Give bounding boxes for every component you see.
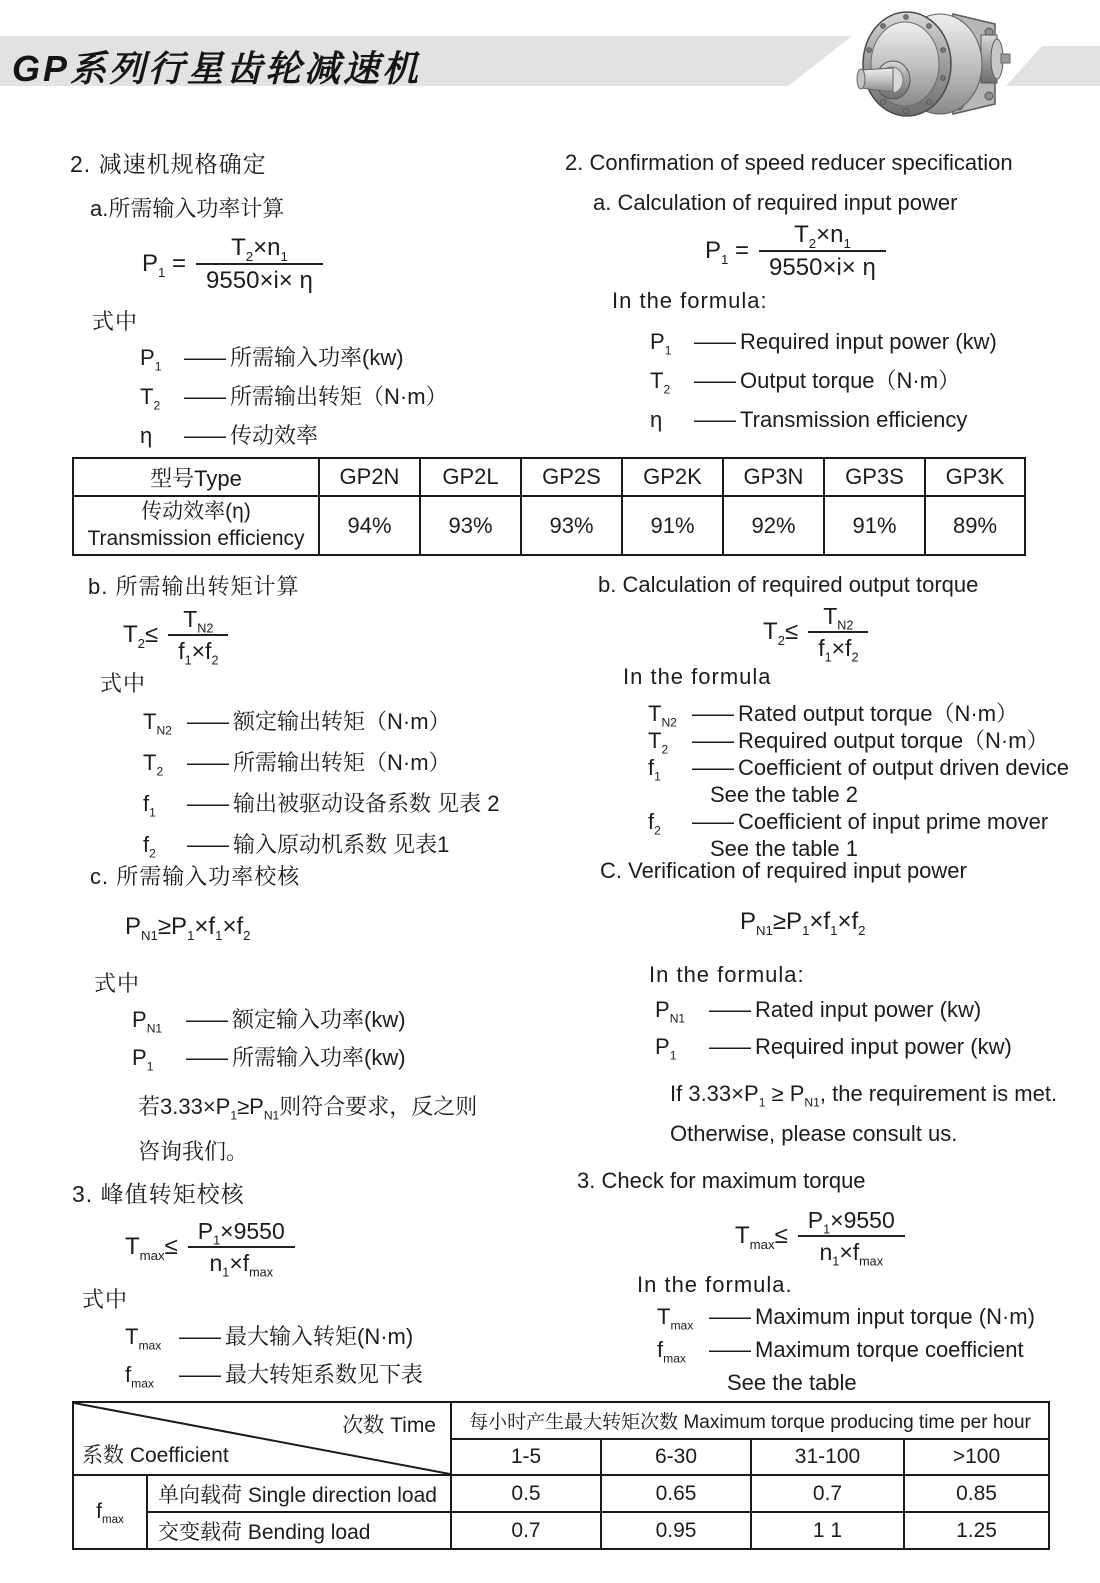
formula-label: 式中 [82,1287,129,1313]
table-header-cell: GP2K [622,458,723,496]
section-heading: 2. 减速机规格确定 [70,151,267,177]
definitions [132,1007,560,1074]
formula-lhs: $P_1$ = [705,237,750,267]
definition-dash: —— [187,832,227,858]
sub-heading: a. Calculation of required input power [593,190,958,215]
note-line: If $3.33\times P_1 \ge P_{N1}$, the requirement is met. [670,1081,1058,1110]
formula-fraction [808,603,868,665]
row-label-cn: 传动效率(η) [141,500,251,524]
note-line: 若$3.33\times P_1\ge P_{N1}$则符合要求，反之则 [138,1094,478,1123]
see-table-note: See the table [727,1370,857,1396]
section-cn-power-check [90,860,560,1166]
formula-fraction [168,606,228,668]
table-row [73,496,1025,555]
formula-numerator: $T_2\times n_1$ [231,234,288,264]
definition-dash: —— [187,791,227,817]
definition-desc: Required output torque（N·m） [738,728,1049,754]
definition-symbol: $P_1$ [140,345,162,374]
definition-dash: —— [186,1045,226,1070]
table-cell: 91% [622,496,723,555]
definition-desc: Maximum torque coefficient [755,1337,1024,1363]
efficiency-table [72,457,1026,556]
table-header-cell: 6-30 [601,1439,751,1475]
definition-desc: Maximum input torque (N·m) [755,1304,1035,1330]
definition-row [143,709,558,738]
definition-desc: 输入原动机系数 见表1 [233,832,450,858]
span-header-cell: 每小时产生最大转矩次数 Maximum torque producing time per hour [451,1402,1049,1439]
section-en-peak-torque [577,1168,1077,1395]
formula-label: In the formula. [637,1272,793,1298]
definition-dash: —— [692,755,732,781]
definition-dash: —— [692,701,732,727]
definition-symbol: $f_1$ [143,791,156,820]
corner-label-coefficient: 系数 Coefficient [82,1444,229,1467]
definition-dash: —— [184,423,224,449]
formula-lhs: $P_1$ = [142,250,187,280]
formula-fraction [196,235,323,293]
table-header-cell: GP2S [521,458,622,496]
torque-coefficient-table [72,1401,1050,1550]
formula-lhs: $T_{max}\le$ [735,1222,788,1252]
definition-dash: —— [179,1362,219,1388]
definition-symbol: $P_1$ [650,329,672,358]
formula-numerator: $P_1\times 9550$ [807,1207,895,1237]
note-line: Otherwise, please consult us. [670,1121,958,1146]
table-header-cell: GP2N [319,458,420,496]
definition-desc: Rated output torque（N·m） [738,701,1019,727]
section-heading: 3. Check for maximum torque [577,1168,866,1193]
definition-row [143,791,558,820]
definition-row [650,368,1085,397]
definition-symbol: $T_2$ [143,750,164,779]
formula-denominator: 9550×i× η [196,263,323,293]
row-label-cell [73,496,319,555]
formula-fraction [188,1218,295,1280]
definitions [125,1324,542,1391]
formula-output-torque [123,606,558,668]
definition-dash: —— [694,368,734,394]
definition-desc: 额定输入功率(kw) [232,1007,406,1032]
definition-row [648,727,1088,757]
definition-row [140,345,550,374]
definition-desc: 传动效率 [230,423,319,449]
definition-dash: —— [186,1007,226,1032]
definition-desc: Required input power (kw) [740,329,997,355]
definition-desc: Coefficient of input prime mover [738,809,1049,835]
table-header-row [73,458,1025,496]
formula-power-check: $P_{N1}\ge P_1\times f_1\times f_2$ [125,913,251,943]
section-heading: C. Verification of required input power [600,858,967,883]
formula-numerator: $T_{N2}$ [183,606,214,636]
definition-symbol: $T_2$ [140,384,161,413]
definitions [657,1304,1077,1395]
definition-row [655,997,1090,1026]
formula-lhs: $T_2\le$ [763,618,799,648]
corner-cell [73,1402,451,1475]
section-heading: b. Calculation of required output torque [598,572,979,597]
definition-symbol: $f_{max}$ [125,1362,154,1391]
definition-symbol: $T_{N2}$ [143,709,172,738]
row-label-cell: 交变载荷 Bending load [147,1512,451,1549]
formula-fraction [798,1207,905,1269]
definition-row [657,1337,1077,1366]
formula-numerator: $T_{N2}$ [823,603,854,633]
definition-row [648,808,1088,838]
definition-dash: —— [694,407,734,433]
definition-dash: —— [709,1304,749,1330]
definition-dash: —— [692,809,732,835]
gear-reducer-image [855,2,1015,127]
definition-row [655,1034,1090,1063]
formula-label: 式中 [100,671,147,697]
definition-symbol: $T_2$ [648,728,669,757]
table-cell: 92% [723,496,824,555]
definition-dash: —— [179,1324,219,1350]
page-title: GP系列行星齿轮减速机 [12,48,422,89]
section-en-spec [565,150,1085,432]
definition-desc: 输出被驱动设备系数 见表 2 [233,791,500,817]
definition-dash: —— [694,329,734,355]
table-cell: 93% [521,496,622,555]
definition-desc: Coefficient of output driven device [738,755,1070,781]
definition-symbol: $T_{max}$ [125,1324,162,1353]
header-banner-right [1006,46,1100,86]
definition-row [143,750,558,779]
definition-desc: 最大输入转矩(N·m) [225,1324,414,1350]
definition-desc: Transmission efficiency [740,407,968,433]
definition-dash: —— [187,709,227,735]
formula-label: In the formula: [649,962,805,987]
definition-desc: 所需输出转矩（N·m） [233,750,451,776]
definition-row [650,329,1085,358]
formula-power-check: $P_{N1}\ge P_1\times f_1\times f_2$ [740,908,866,938]
definition-row [140,424,550,448]
definition-symbol: $P_{N1}$ [132,1007,163,1036]
formula-denominator: $n_1\times f_{max}$ [188,1246,295,1275]
definition-row [140,384,550,413]
definitions [648,700,1088,862]
table-cell: 89% [925,496,1025,555]
definition-symbol: $P_1$ [655,1034,677,1063]
definition-symbol: $T_{N2}$ [648,701,677,730]
definition-row [657,1304,1077,1333]
formula-label: In the formula: [612,288,768,314]
definitions [140,346,550,448]
table-header-cell: 31-100 [751,1439,904,1475]
definition-row [125,1324,542,1353]
definition-symbol: $f_2$ [648,809,661,838]
table-row [73,1512,1049,1549]
table-header-cell: GP3S [824,458,925,496]
table-cell: 0.7 [751,1475,904,1512]
definition-row [650,408,1085,432]
definition-desc: 所需输出转矩（N·m） [230,384,448,410]
formula-input-power [705,222,1085,280]
sub-heading: a.所需输入功率计算 [90,196,285,221]
formula-label: In the formula [623,664,772,690]
table-cell: 0.5 [451,1475,601,1512]
formula-denominator: $f_1\times f_2$ [808,631,868,660]
definition-symbol: η [650,407,663,433]
definition-desc: 额定输出转矩（N·m） [233,709,451,735]
table-cell: 0.7 [451,1512,601,1549]
formula-max-torque [735,1207,1077,1269]
section-en-output-torque [598,572,1088,862]
formula-lhs: $T_2\le$ [123,621,159,651]
formula-max-torque [125,1218,542,1280]
section-en-power-check [600,858,1090,1147]
row-label-en: Transmission efficiency [87,526,305,550]
table-cell: 94% [319,496,420,555]
definition-desc: Output torque（N·m） [740,368,961,394]
formula-label: 式中 [92,309,139,335]
see-table-note: See the table 1 [710,836,859,862]
formula-input-power [142,235,550,293]
definition-desc: Rated input power (kw) [755,997,982,1022]
definition-symbol: η [140,423,153,449]
definition-symbol: $f_2$ [143,832,156,861]
table-cell: 1.25 [904,1512,1049,1549]
definition-row [648,700,1088,730]
definition-dash: —— [709,997,749,1022]
definition-symbol: $P_1$ [132,1045,154,1074]
definition-dash: —— [709,1337,749,1363]
formula-label: 式中 [94,971,141,996]
table-header-cell: GP3N [723,458,824,496]
formula-lhs: $T_{max}\le$ [125,1233,178,1263]
definition-desc: 所需输入功率(kw) [232,1045,406,1070]
formula-numerator: $P_1\times 9550$ [197,1218,285,1248]
formula-output-torque [763,603,1088,665]
formula-denominator: $f_1\times f_2$ [168,634,228,663]
table-header-row [73,1402,1049,1439]
section-cn-spec [70,146,550,448]
definition-row [132,1007,560,1036]
table-header-cell: >100 [904,1439,1049,1475]
formula-denominator: 9550×i× η [759,250,886,280]
definition-desc: Required input power (kw) [755,1034,1012,1059]
definition-row [125,1362,542,1391]
definition-symbol: $P_{N1}$ [655,997,686,1026]
definition-dash: —— [184,345,224,371]
section-cn-output-torque [88,570,558,861]
definitions [143,709,558,861]
definition-dash: —— [187,750,227,776]
corner-label-time: 次数 Time [342,1414,436,1437]
formula-denominator: $n_1\times f_{max}$ [798,1235,905,1264]
table-header-cell: GP3K [925,458,1025,496]
definition-row [143,832,558,861]
section-heading: c. 所需输入功率校核 [90,864,301,889]
definition-row [648,754,1088,784]
table-cell: 91% [824,496,925,555]
definitions [650,330,1085,432]
table-cell: 0.65 [601,1475,751,1512]
table-cell: 0.95 [601,1512,751,1549]
section-heading: b. 所需输出转矩计算 [88,574,300,599]
definition-desc: 所需输入功率(kw) [230,345,404,371]
table-header-cell: 型号Type [73,458,319,496]
definition-dash: —— [692,728,732,754]
see-table-note: See the table 2 [710,782,859,808]
group-symbol-cell: $f_{max}$ [73,1475,147,1549]
section-heading: 2. Confirmation of speed reducer specification [565,150,1013,175]
definition-symbol: $f_{max}$ [657,1337,686,1366]
definition-symbol: $T_{max}$ [657,1304,694,1333]
formula-numerator: $T_2\times n_1$ [794,221,851,251]
definition-row [132,1045,560,1074]
definition-dash: —— [709,1034,749,1059]
note-line: 咨询我们。 [138,1139,249,1164]
table-cell: 1 1 [751,1512,904,1549]
definitions [655,997,1090,1063]
table-cell: 0.85 [904,1475,1049,1512]
row-label-cell: 单向载荷 Single direction load [147,1475,451,1512]
table-header-cell: 1-5 [451,1439,601,1475]
section-heading: 3. 峰值转矩校核 [72,1181,245,1207]
formula-fraction [759,222,886,280]
definition-symbol: $T_2$ [650,368,671,397]
table-header-cell: GP2L [420,458,521,496]
definition-desc: 最大转矩系数见下表 [225,1362,424,1388]
section-cn-peak-torque [72,1176,542,1391]
table-cell: 93% [420,496,521,555]
definition-dash: —— [184,384,224,410]
definition-symbol: $f_1$ [648,755,661,784]
table-row [73,1475,1049,1512]
